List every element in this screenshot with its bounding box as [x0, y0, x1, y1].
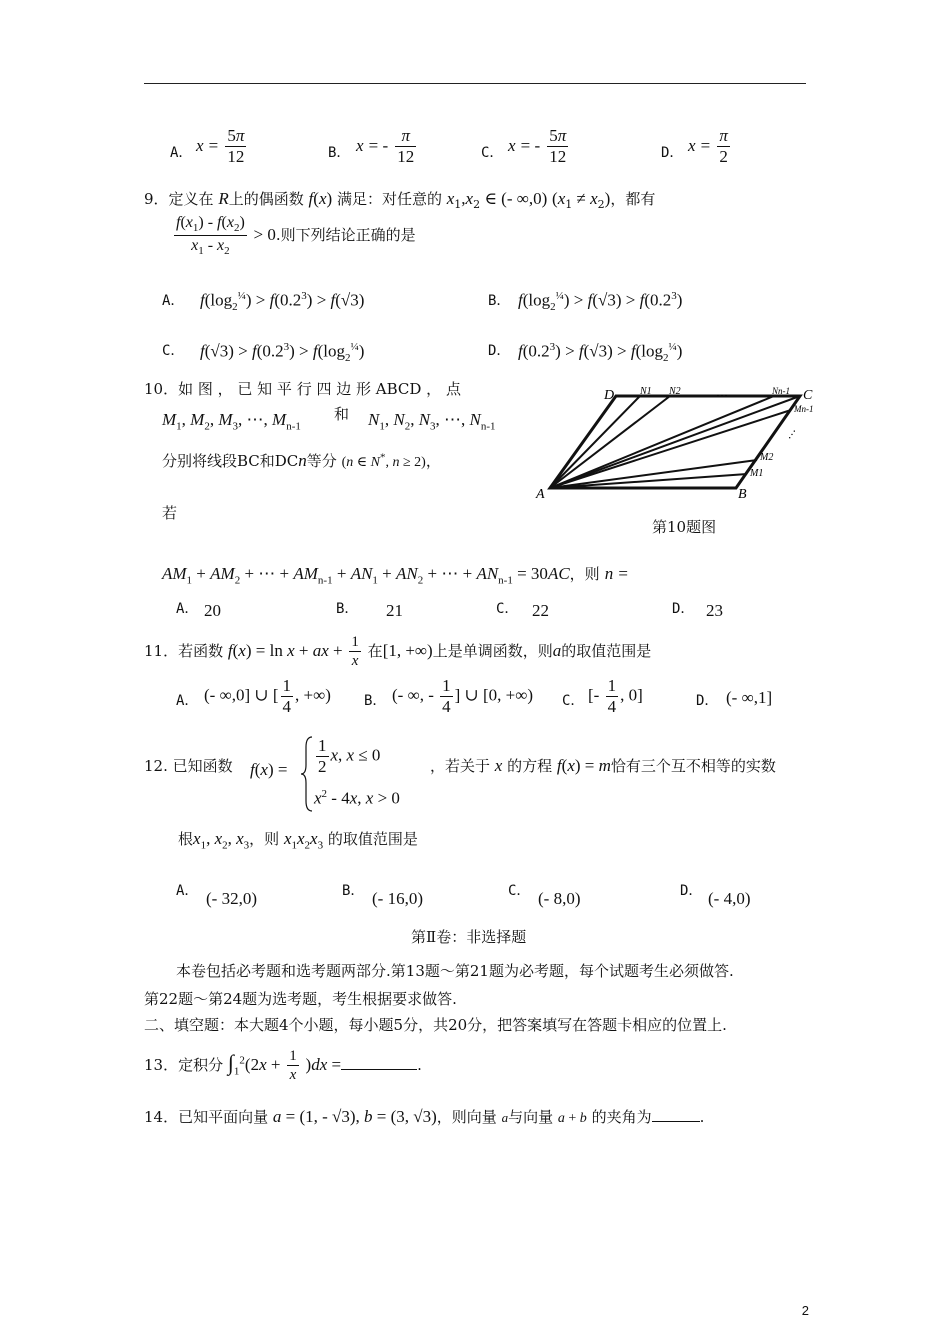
q9-option-d-label: D． — [488, 343, 511, 359]
label-c: C — [803, 388, 813, 403]
q12-option-a-label: A． — [176, 883, 199, 899]
label-nn1: Nn-1 — [772, 386, 790, 396]
q13: 13．定积分 $\int_1^2(2x$ + $\frac{1}{x}$ )dx = . — [144, 1048, 422, 1084]
q10-figure-caption: 第10题图 — [652, 518, 717, 536]
q9-option-b-label: B． — [488, 293, 511, 309]
q10-stem-line3: 分别将线段BC和DCn等分 (n ∈ N*, n ≥ 2)， — [162, 451, 441, 470]
q10-option-c-value: 22 — [532, 601, 549, 620]
q10-option-a-label: A． — [176, 601, 199, 617]
q10-option-d-value: 23 — [706, 601, 723, 620]
q8-option-d-label: D． — [661, 145, 684, 161]
q9-option-a-expr: $f(\log_2^{\frac{1}{4}}) > f(0.2^3) > f(√3)$ — [200, 290, 365, 314]
label-mn1: Mn-1 — [794, 404, 814, 414]
q10-equation: $AM_1 + AM_2$ + ⋯ + $AM_{n-1} + AN_1 + AN_2$ + ⋯ + $AN_{n-1} = 30AC$，则 n = — [162, 564, 628, 587]
q11-option-b-label: B． — [364, 693, 387, 709]
q8-option-d-expr: x = $\frac{\pi}{2}$ — [688, 126, 728, 166]
q12-option-c-label: C． — [508, 883, 531, 899]
q8-option-a-label: A． — [170, 145, 193, 161]
label-m2: M2 — [760, 452, 774, 463]
q8-option-c-expr: x = - $\frac{5\pi}{12}$ — [508, 126, 567, 166]
q10-option-b-value: 21 — [386, 601, 403, 620]
q8-option-c-label: C． — [481, 145, 504, 161]
q9-option-c-label: C． — [162, 343, 185, 359]
q10-option-d-label: D． — [672, 601, 695, 617]
label-m1: M1 — [750, 468, 764, 479]
header-rule — [144, 83, 806, 84]
q10-stem-line1: 10．如 图 ， 已 知 平 行 四 边 形 ABCD ， 点 — [144, 380, 461, 398]
label-b: B — [738, 487, 747, 502]
q12-option-d-label: D． — [680, 883, 703, 899]
q11-option-a-expr: (- ∞,0] ∪ [ $\frac{1}{4}$ , +∞) — [204, 676, 331, 716]
q10-figure — [534, 384, 824, 504]
q10-and: 和 — [334, 405, 350, 423]
label-dots-top: … — [716, 385, 728, 399]
q12-stem-rest: ，若关于 x 的方程 f(x) = m恰有三个互不相等的实数 — [430, 756, 776, 775]
q14: 14．已知平面向量 a = (1, - √3), b = (3, √3)，则向量 a与向量 a + b 的夹角为 . — [144, 1107, 705, 1126]
page-number: 2 — [801, 1303, 809, 1318]
label-a: A — [536, 487, 545, 502]
q12-option-b-value: (- 16,0) — [372, 889, 423, 908]
q8-option-b-expr: x = - $\frac{\pi}{12}$ — [356, 126, 415, 166]
q11-option-b-expr: (- ∞, - $\frac{1}{4}$ ] ∪ [0, +∞) — [392, 676, 534, 716]
q12-label: 12. 已知函数 — [144, 757, 233, 775]
label-n1: N1 — [640, 386, 652, 397]
q12-brace — [300, 735, 314, 813]
part2-heading: 二、填空题：本大题4个小题，每小题5分，共20分，把答案填写在答题卡相应的位置上. — [144, 1016, 727, 1034]
q11-option-d-expr: (- ∞,1] — [726, 688, 773, 707]
q12-option-d-value: (- 4,0) — [708, 889, 751, 908]
label-dots-side: … — [779, 423, 799, 442]
q9-option-c-expr: $f(√3) > f(0.2^3) > f(\log_2^{\frac{1}{4}})$ — [200, 341, 365, 365]
q11-option-c-label: C． — [562, 693, 585, 709]
q8-option-b-label: B． — [328, 145, 351, 161]
q9-stem-line1: 9．定义在 R上的偶函数 f(x) 满足：对任意的 $x_1,x_2$ ∈ (- ∞,0) $(x_1 \ne x_2)$，都有 — [144, 189, 656, 211]
q10-option-a-value: 20 — [204, 601, 221, 620]
q9-option-d-expr: $f(0.2^3) > f(√3) > f(\log_2^{\frac{1}{4}})$ — [518, 341, 683, 365]
q9-option-b-expr: $f(\log_2^{\frac{1}{4}}) > f(√3) > f(0.2^3)$ — [518, 290, 683, 314]
section2-title: 第Ⅱ卷：非选择题 — [411, 928, 527, 946]
q11-option-c-expr: [- $\frac{1}{4}$ , 0] — [588, 676, 643, 716]
q10-option-c-label: C． — [496, 601, 519, 617]
q9-stem-line2: $\frac{f(x_1) - f(x_2)}{x_1 - x_2}$ > 0.则下列结论正确的是 — [176, 214, 416, 258]
q12-function: f(x) = — [250, 760, 288, 779]
q12-option-c-value: (- 8,0) — [538, 889, 581, 908]
q11-stem: 11．若函数 f(x) = ln x + ax + $\frac{1}{x}$ 在[1, +∞)上是单调函数，则a的取值范围是 — [144, 634, 652, 670]
q12-option-b-label: B． — [342, 883, 365, 899]
q8-option-a-expr: x = $\frac{5\pi}{12}$ — [196, 126, 245, 166]
label-n2: N2 — [669, 386, 681, 397]
q12-case2: $x^2 - 4x$, x > 0 — [314, 788, 400, 808]
q12-stem-line2: 根$x_1$, $x_2$, $x_3$，则 $x_1x_2x_3$ 的取值范围是 — [178, 829, 418, 852]
q10-ruo: 若 — [162, 504, 178, 522]
q12-case1: $\frac{1}{2}$ x, x ≤ 0 — [318, 736, 381, 776]
q9-option-a-label: A． — [162, 293, 185, 309]
q10-points-m: $M_1$, $M_2$, $M_3$, ⋯, $M_{n-1}$ — [162, 410, 301, 433]
q12-option-a-value: (- 32,0) — [206, 889, 257, 908]
q11-option-a-label: A． — [176, 693, 199, 709]
q11-option-d-label: D． — [696, 693, 719, 709]
section2-intro-2: 第22题～第24题为选考题，考生根据要求做答. — [144, 990, 457, 1008]
q10-points-n: $N_1$, $N_2$, $N_3$, ⋯, $N_{n-1}$ — [368, 410, 496, 433]
section2-intro-1: 本卷包括必考题和选考题两部分.第13题～第21题为必考题，每个试题考生必须做答. — [176, 962, 734, 980]
label-d: D — [604, 388, 615, 403]
q13-answer-blank — [341, 1055, 417, 1070]
q14-answer-blank — [652, 1107, 700, 1122]
q10-option-b-label: B． — [336, 601, 359, 617]
